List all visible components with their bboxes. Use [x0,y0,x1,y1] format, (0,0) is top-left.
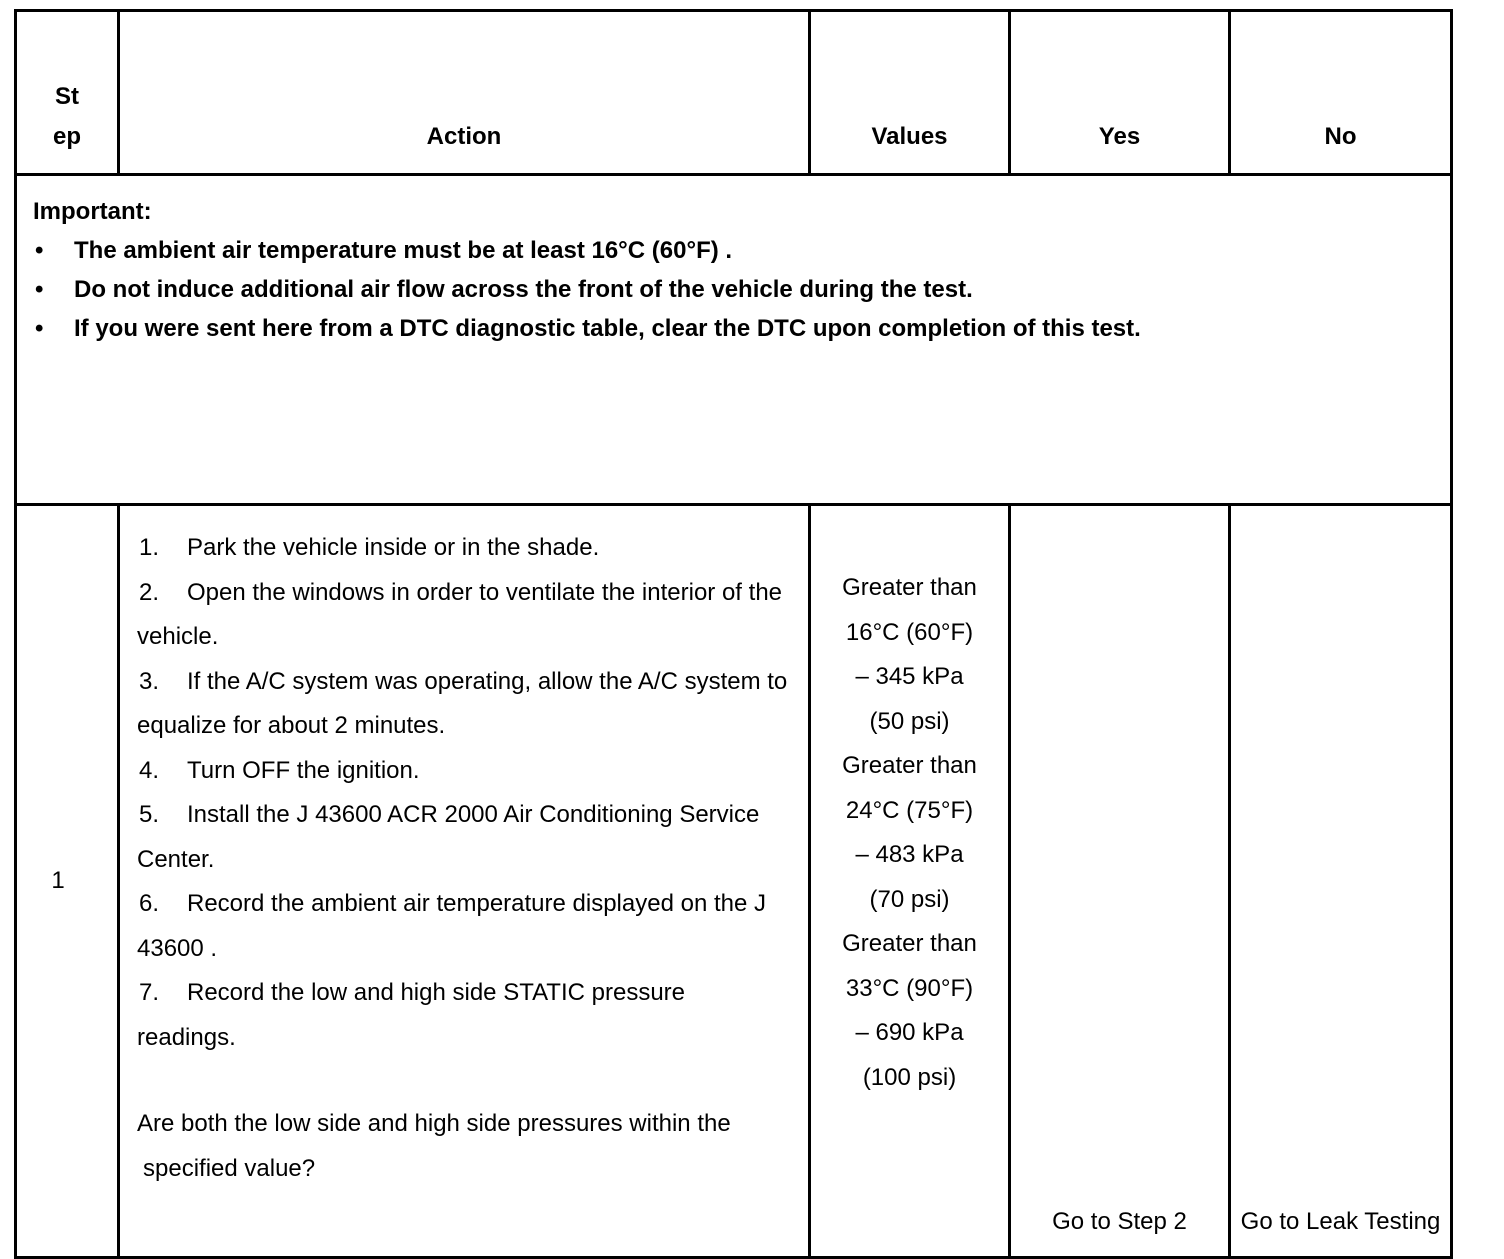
header-action: Action [119,11,810,175]
header-values: Values [810,11,1010,175]
yes-cell: Go to Step 2 [1010,505,1230,1258]
header-no: No [1230,11,1452,175]
action-step: 7. Record the low and high side STATIC pressure readings. [137,979,686,1051]
action-step: 1. Park the vehicle inside or in the shade. [139,534,600,561]
action-step: 6. Record the ambient air temperature displayed on the J 43600 . [137,890,766,962]
action-step: 5. Install the J 43600 ACR 2000 Air Conditioning Service Center. [137,801,760,873]
header-step-line1: St [55,83,79,110]
header-yes: Yes [1010,11,1230,175]
header-step-line2: ep [52,123,81,150]
diagnostic-table [14,9,1453,1259]
bullet-icon: • [35,276,44,303]
action-step: 4. Turn OFF the ignition. [139,756,420,784]
bullet-icon: • [35,237,44,264]
important-list [33,231,1434,348]
important-title: Important: [33,198,152,225]
no-cell: Go to Leak Testing [1230,505,1452,1258]
step-question: Are both the low side and high side pressures within the specified value? [137,1110,731,1182]
important-note [16,175,1452,505]
bullet-icon: • [35,315,44,342]
step-row [16,505,1452,1258]
important-item: • If you were sent here from a DTC diagnostic table, clear the DTC upon completion of this test. [33,309,1434,348]
values-cell: Greater than 16°C (60°F) – 345 kPa (50 psi) Greater than 24°C (75°F) – 483 kPa (70 psi) Greater than 33°C (90°F) – 690 kPa (100 psi) [810,505,1010,1258]
action-cell [119,505,810,1258]
important-item: • Do not induce additional air flow across the front of the vehicle during the test. [33,270,1434,309]
action-step: 2. Open the windows in order to ventilate the interior of the vehicle. [137,578,783,650]
action-steps [137,526,788,1060]
important-row [16,175,1452,505]
step-number: 1 [16,505,119,1258]
action-step: 3. If the A/C system was operating, allow the A/C system to equalize for about 2 minutes. [137,667,788,739]
header-step [16,11,119,175]
header-row [16,11,1452,175]
important-item: • The ambient air temperature must be at least 16°C (60°F) . [33,231,1434,270]
